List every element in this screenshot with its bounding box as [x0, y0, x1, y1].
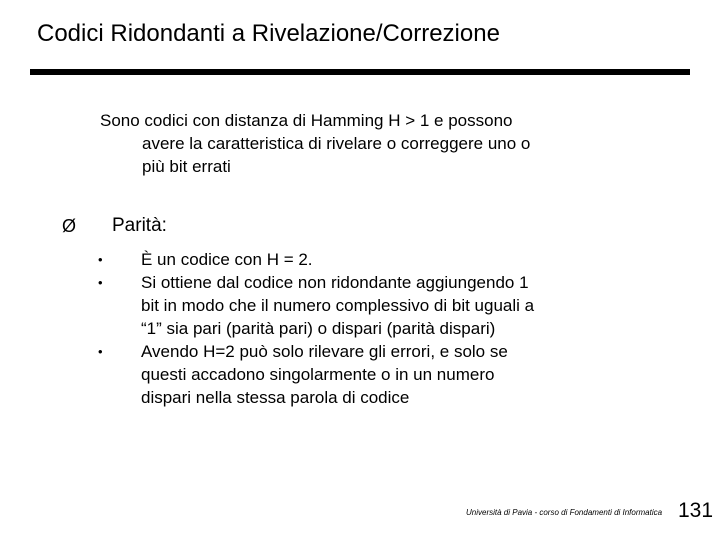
intro-line: più bit errati [142, 157, 231, 176]
list-item [98, 271, 678, 340]
arrow-bullet-icon: Ø [62, 216, 77, 236]
list-item [98, 248, 678, 271]
bullet-text: Si ottiene dal codice non ridondante aggiungendo 1 [141, 273, 529, 292]
slide-title: Codici Ridondanti a Rivelazione/Correzione [37, 20, 500, 47]
bullet-icon: • [98, 344, 103, 359]
bullet-text: bit in modo che il numero complessivo di bit uguali a [141, 296, 535, 315]
intro-line: avere la caratteristica di rivelare o correggere uno o [142, 134, 531, 153]
intro-line: Sono codici con distanza di Hamming H > 1 e possono [100, 111, 513, 130]
section-title: Parità: [112, 215, 167, 236]
list-item [98, 340, 678, 409]
footer-text: Università di Pavia - corso di Fondamenti di Informatica [466, 508, 663, 517]
bullet-text: “1” sia pari (parità pari) o dispari (parità dispari) [141, 319, 496, 338]
bullet-text: questi accadono singolarmente o in un numero [141, 365, 495, 384]
bullet-icon: • [98, 252, 103, 267]
title-divider [30, 69, 690, 75]
page-number: 131 [678, 499, 714, 522]
bullet-icon: • [98, 275, 103, 290]
bullet-list [98, 248, 678, 409]
bullet-text: dispari nella stessa parola di codice [141, 388, 410, 407]
intro-paragraph [100, 109, 660, 178]
bullet-text: È un codice con H = 2. [141, 250, 313, 269]
bullet-text: Avendo H=2 può solo rilevare gli errori, e solo se [141, 342, 508, 361]
